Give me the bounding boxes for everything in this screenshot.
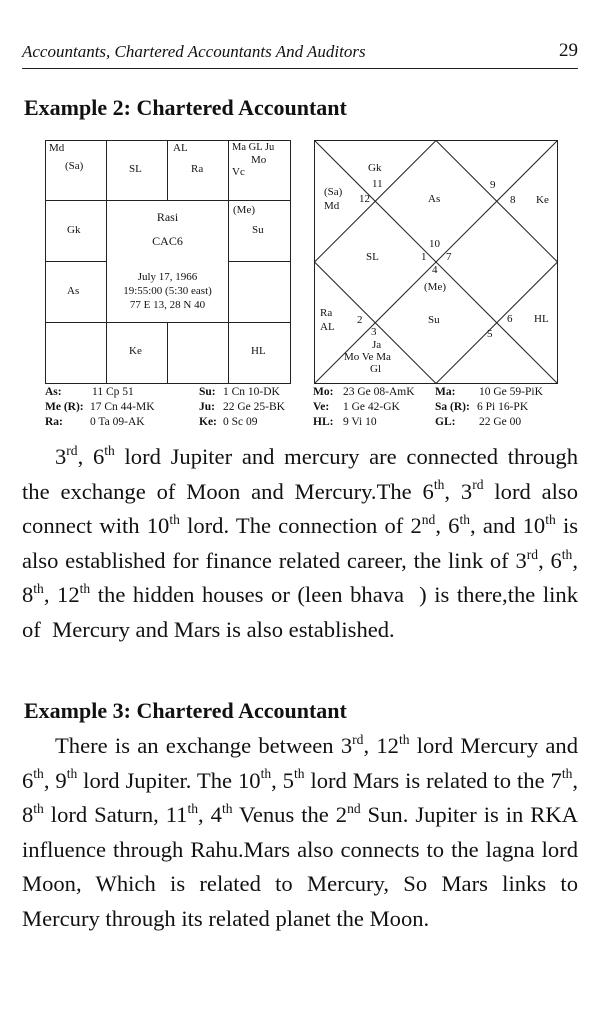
rasi-cell-8 [167, 322, 229, 384]
rasi-label: Ke [129, 345, 142, 357]
rasi-cell-11 [45, 261, 107, 323]
north-house-number: 3 [371, 326, 377, 338]
position-label: GL: [435, 416, 456, 428]
ordinal-suffix: th [169, 511, 180, 527]
ordinal-suffix: th [33, 766, 44, 782]
position-label: Me (R): [45, 401, 84, 413]
rasi-cell-6 [228, 261, 291, 323]
chapter-title: Accountants, Chartered Accountants And Auditors [22, 42, 366, 61]
north-house-number: 12 [359, 193, 370, 205]
birth-date: July 17, 1966 [137, 271, 198, 283]
text-run: , 8 [22, 547, 578, 608]
north-label: Ja [372, 339, 382, 351]
north-house-number: 5 [487, 328, 493, 340]
position-value: 23 Ge 08-AmK [343, 386, 415, 398]
text-run: , and 10 [470, 513, 546, 539]
text-run: lord. The connection of 2 [179, 513, 422, 539]
ordinal-suffix: rd [526, 546, 539, 562]
ordinal-suffix: th [104, 442, 115, 458]
text-run: lord Jupiter. The 10 [77, 767, 261, 793]
north-house-number: 11 [372, 178, 383, 190]
example-3-heading: Example 3: Chartered Accountant [24, 698, 347, 723]
position-value: 0 Ta 09-AK [90, 416, 145, 428]
ordinal-suffix: rd [472, 477, 484, 493]
text-run: is also established for finance related career, the link of 3 [22, 513, 579, 573]
rasi-label: Vc [232, 166, 245, 178]
ordinal-suffix: th [66, 766, 78, 782]
position-value: 10 Ge 59-PiK [479, 386, 543, 398]
north-chart-labels [314, 140, 558, 384]
rasi-cell-4 [228, 140, 291, 201]
rasi-cell-9 [106, 322, 168, 384]
rasi-label: Ma GL Ju [232, 142, 275, 153]
ordinal-suffix: rd [66, 442, 78, 458]
text-run: , 6 [435, 513, 460, 539]
north-label: HL [534, 313, 549, 325]
running-header [22, 42, 578, 69]
planet-positions [45, 386, 565, 434]
position-value: 0 Sc 09 [223, 416, 258, 428]
ordinal-suffix: th [33, 581, 44, 597]
rasi-label: Ra [191, 163, 204, 175]
position-label: HL: [313, 416, 334, 428]
north-house-number: 6 [507, 313, 513, 325]
birth-time: 19:55:00 (5:30 east) [123, 285, 212, 297]
north-label: Ra [320, 307, 333, 319]
north-house-number: 9 [490, 179, 496, 191]
rasi-center [106, 200, 229, 323]
birth-place: 77 E 13, 28 N 40 [129, 299, 206, 311]
rasi-cell-2 [106, 140, 168, 201]
ordinal-suffix: th [221, 800, 233, 816]
rasi-cell-5 [228, 200, 291, 262]
ordinal-suffix: th [79, 581, 91, 597]
rasi-label: Gk [67, 224, 81, 236]
ordinal-suffix: nd [421, 511, 436, 527]
north-label: As [428, 193, 441, 205]
north-label: Mo Ve Ma [344, 351, 391, 363]
position-value: 17 Cn 44-MK [90, 401, 155, 413]
north-house-number: 8 [510, 194, 516, 206]
ordinal-suffix: th [187, 800, 199, 816]
north-label: Md [324, 200, 340, 212]
text-run: lord Mercury and 6 [22, 733, 579, 793]
position-value: 1 Ge 42-GK [343, 401, 400, 413]
rasi-title: Rasi [156, 210, 179, 224]
text-run: , 6 [538, 547, 562, 573]
text-run: lord Mars is related to the 7 [304, 767, 562, 793]
rasi-cell-7 [228, 322, 291, 384]
position-value: 9 Vi 10 [343, 416, 377, 428]
ordinal-suffix: th [33, 800, 44, 816]
north-house-number: 10 [429, 238, 440, 250]
rasi-label: (Sa) [65, 160, 84, 172]
text-run: , 8 [22, 767, 579, 828]
text-run: , 6 [77, 444, 105, 469]
north-label: (Sa) [324, 186, 343, 198]
ordinal-suffix: th [459, 511, 470, 527]
north-label: Gl [370, 363, 381, 375]
example-2-heading: Example 2: Chartered Accountant [24, 95, 347, 120]
rasi-label: Md [49, 142, 65, 154]
position-label: Ju: [199, 401, 215, 413]
ordinal-suffix: rd [352, 731, 364, 747]
rasi-label: Mo [251, 154, 267, 166]
position-label: Ma: [435, 386, 456, 398]
text-run: , 12 [363, 733, 399, 758]
text-run: lord Saturn, 11 [43, 802, 188, 828]
example-3-paragraph [22, 729, 578, 937]
rasi-label: Su [252, 224, 264, 236]
ordinal-suffix: th [433, 477, 445, 493]
position-value: 22 Ge 00 [479, 416, 522, 428]
rasi-subtitle: CAC6 [152, 234, 183, 248]
rasi-label: AL [173, 142, 188, 154]
example-2-paragraph [22, 440, 578, 648]
position-label: As: [45, 386, 62, 398]
north-label: (Me) [424, 281, 446, 293]
north-label: SL [366, 251, 379, 263]
text-run: Venus the 2 [232, 802, 348, 828]
ordinal-suffix: th [561, 546, 573, 562]
position-label: Mo: [313, 386, 334, 398]
position-value: 22 Ge 25-BK [223, 401, 285, 413]
ordinal-suffix: th [545, 511, 556, 527]
text-run: lord Jupiter and mercury are connected through the exchange of Moon and Mercury.The 6 [22, 444, 578, 504]
text-run: 3 [55, 444, 67, 469]
rasi-cell-3 [167, 140, 229, 201]
ordinal-suffix: th [398, 731, 410, 747]
rasi-label: As [67, 285, 80, 297]
ordinal-suffix: th [260, 766, 272, 782]
north-label: Ke [536, 194, 549, 206]
position-label: Ve: [313, 401, 330, 413]
rasi-chart [45, 140, 291, 384]
rasi-cell-1 [45, 140, 107, 201]
north-house-number: 4 [432, 264, 438, 276]
rasi-cell-10 [45, 322, 107, 384]
page-number: 29 [559, 40, 578, 61]
north-label: Gk [368, 162, 382, 174]
rasi-cell-12 [45, 200, 107, 262]
text-run: , 5 [271, 767, 294, 793]
north-label: Su [428, 314, 440, 326]
rasi-label: HL [251, 345, 266, 357]
position-label: Ra: [45, 416, 63, 428]
text-run: , 4 [198, 802, 222, 828]
rasi-label: (Me) [233, 204, 255, 216]
north-house-number: 7 [446, 251, 452, 263]
north-house-number: 2 [357, 314, 363, 326]
ordinal-suffix: nd [347, 800, 361, 816]
text-run: the hidden houses or (leen bhava ) is there,the link of Mercury and Mars is also established. [22, 582, 579, 642]
position-label: Ke: [199, 416, 217, 428]
text-run: Sun. Jupiter is in RKA influence through Rahu.Mars also connects to the lagna lord Moon, Which is related to Mercury, So Mars links to Mercury through its related planet the Moon. [22, 802, 579, 931]
ordinal-suffix: th [293, 766, 305, 782]
text-run: , 9 [43, 767, 67, 793]
position-value: 6 Pi 16-PK [477, 401, 529, 413]
position-label: Su: [199, 386, 216, 398]
text-run: lord also connect with 10 [22, 478, 579, 539]
text-run: There is an exchange between 3 [55, 733, 353, 758]
rasi-label: SL [129, 163, 142, 175]
ordinal-suffix: th [561, 766, 573, 782]
text-run: , 3 [444, 478, 473, 504]
position-value: 11 Cp 51 [92, 386, 134, 398]
north-house-number: 1 [421, 251, 427, 263]
north-label: AL [320, 321, 335, 333]
position-label: Sa (R): [435, 401, 470, 413]
position-value: 1 Cn 10-DK [223, 386, 280, 398]
text-run: , 12 [43, 582, 80, 608]
